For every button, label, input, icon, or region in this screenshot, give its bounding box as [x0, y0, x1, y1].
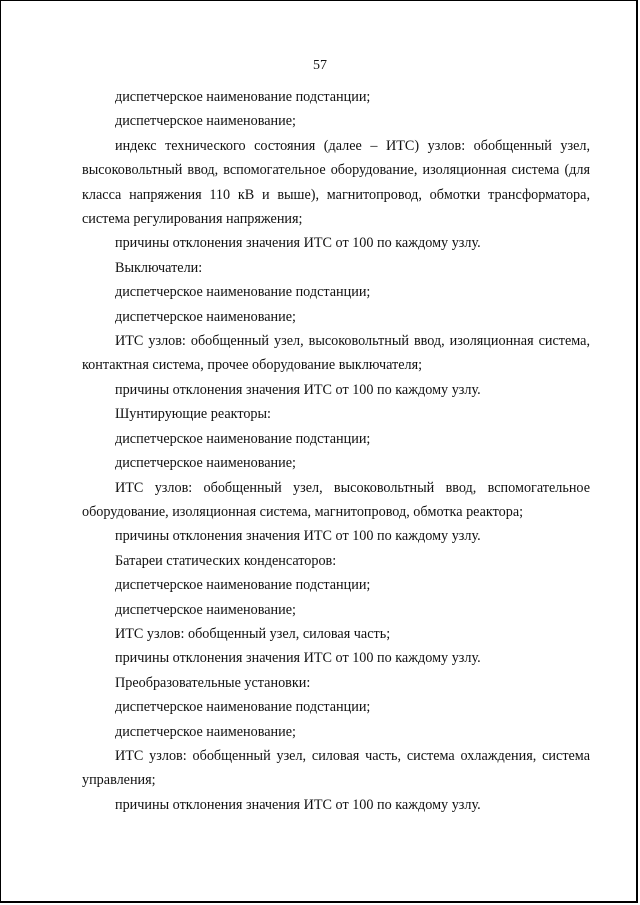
paragraph: ИТС узлов: обобщенный узел, высоковольтный ввод, вспомогательное оборудование, изоляционная система, магнитопровод, обмотка реактора; [82, 479, 590, 520]
paragraph: причины отклонения значения ИТС от 100 по каждому узлу. [115, 650, 481, 667]
paragraph: причины отклонения значения ИТС от 100 по каждому узлу. [115, 528, 481, 545]
section-heading: Батареи статических конденсаторов: [115, 552, 337, 569]
paragraph: диспетчерское наименование подстанции; [115, 89, 371, 105]
paragraph: диспетчерское наименование подстанции; [115, 284, 371, 301]
paragraph: диспетчерское наименование подстанции; [115, 430, 371, 447]
document-body [82, 85, 590, 817]
section-heading: Шунтирующие реакторы: [115, 406, 271, 423]
paragraph: причины отклонения значения ИТС от 100 по каждому узлу. [115, 381, 481, 398]
paragraph: диспетчерское наименование подстанции; [115, 577, 371, 594]
section-heading: Преобразовательные установки: [115, 674, 311, 691]
paragraph: диспетчерское наименование; [115, 113, 296, 130]
paragraph: диспетчерское наименование подстанции; [115, 699, 371, 716]
paragraph: диспетчерское наименование; [115, 308, 296, 325]
paragraph: диспетчерское наименование; [115, 455, 296, 472]
paragraph: диспетчерское наименование; [115, 601, 296, 618]
paragraph: индекс технического состояния (далее – ИТС) узлов: обобщенный узел, высоковольтный ввод, вспомогательное оборудование, изоляционная система (для класса напряжения 110 кВ и выше), магнитопровод, обмотки трансформатора, система регулирования напряжения; [82, 137, 590, 228]
section-heading: Выключатели: [115, 259, 203, 276]
paragraph: ИТС узлов: обобщенный узел, высоковольтный ввод, изоляционная система, контактная система, прочее оборудование выключателя; [82, 333, 590, 374]
paragraph: ИТС узлов: обобщенный узел, силовая часть; [115, 625, 391, 642]
paragraph: причины отклонения значения ИТС от 100 по каждому узлу. [115, 796, 481, 813]
page-number: 57 [313, 58, 327, 73]
paragraph: причины отклонения значения ИТС от 100 по каждому узлу. [115, 235, 481, 252]
paragraph: ИТС узлов: обобщенный узел, силовая часть, система охлаждения, система управления; [82, 747, 590, 789]
paragraph: диспетчерское наименование; [115, 723, 296, 740]
